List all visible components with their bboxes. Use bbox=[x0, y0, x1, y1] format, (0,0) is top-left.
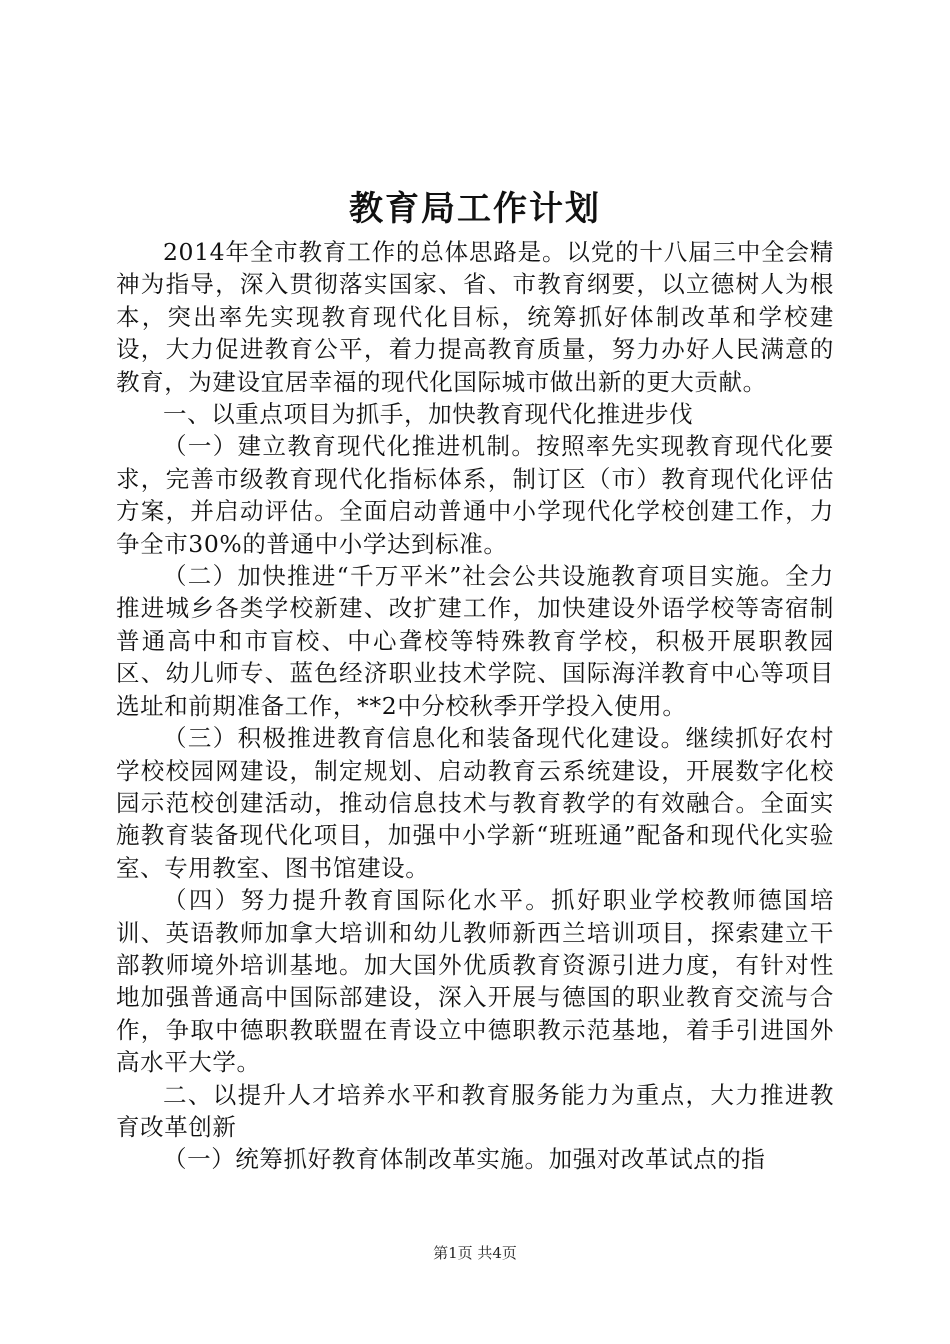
paragraph-intro: 2014年全市教育工作的总体思路是。以党的十八届三中全会精神为指导，深入贯彻落实国家、省、市教育纲要，以立德树人为根本，突出率先实现教育现代化目标，统筹抓好体制改革和学校建设，大力促进教育公平，着力提高教育质量，努力办好人民满意的教育，为建设宜居幸福的现代化国际城市做出新的更大贡献。 bbox=[116, 238, 834, 396]
paragraph-1-1: （一）建立教育现代化推进机制。按照率先实现教育现代化要求，完善市级教育现代化指标体系，制订区（市）教育现代化评估方案，并启动评估。全面启动普通中小学现代化学校创建工作，力争全市30%的普通中小学达到标准。 bbox=[116, 432, 834, 558]
document-body bbox=[116, 236, 834, 1176]
paragraph-1-3: （三）积极推进教育信息化和装备现代化建设。继续抓好农村学校校园网建设，制定规划、启动教育云系统建设，开展数字化校园示范校创建活动，推动信息技术与教育教学的有效融合。全面实施教育装备现代化项目，加强中小学新“班班通”配备和现代化实验室、专用教室、图书馆建设。 bbox=[116, 724, 834, 882]
paragraph-1-2: （二）加快推进“千万平米”社会公共设施教育项目实施。全力推进城乡各类学校新建、改扩建工作，加快建设外语学校等寄宿制普通高中和市盲校、中心聋校等特殊教育学校，积极开展职教园区、幼儿师专、蓝色经济职业技术学院、国际海洋教育中心等项目选址和前期准备工作，**2中分校秋季开学投入使用。 bbox=[116, 562, 834, 720]
section-heading-2: 二、以提升人才培养水平和教育服务能力为重点，大力推进教育改革创新 bbox=[116, 1080, 834, 1141]
paragraph-2-1: （一）统筹抓好教育体制改革实施。加强对改革试点的指 bbox=[163, 1145, 766, 1174]
document-title: 教育局工作计划 bbox=[349, 189, 601, 229]
page-footer: 第1页 共4页 bbox=[433, 1244, 517, 1262]
paragraph-1-4: （四）努力提升教育国际化水平。抓好职业学校教师德国培训、英语教师加拿大培训和幼儿教师新西兰培训项目，探索建立干部教师境外培训基地。加大国外优质教育资源引进力度，有针对性地加强普通高中国际部建设，深入开展与德国的职业教育交流与合作，争取中德职教联盟在青设立中德职教示范基地，着手引进国外高水平大学。 bbox=[116, 886, 834, 1077]
section-heading-1: 一、以重点项目为抓手，加快教育现代化推进步伐 bbox=[163, 400, 694, 429]
